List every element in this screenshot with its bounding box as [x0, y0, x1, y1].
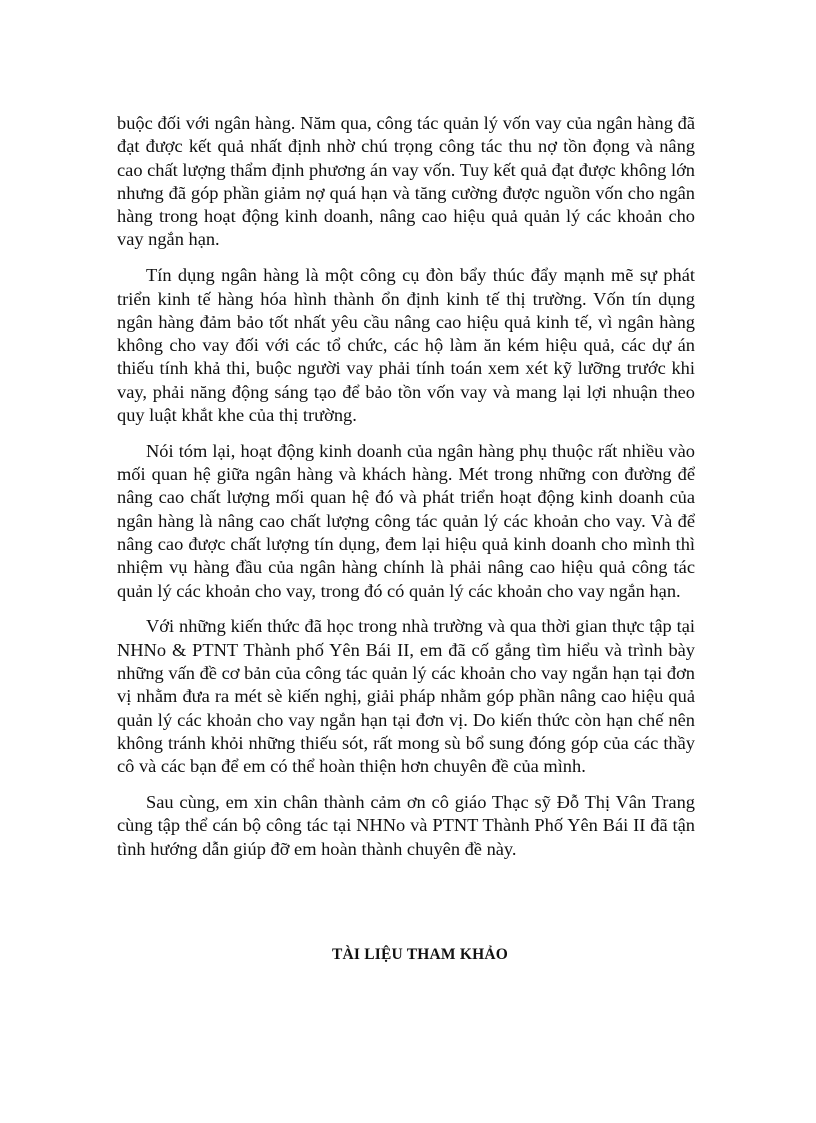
paragraph-3: Nói tóm lại, hoạt động kinh doanh của ngân hàng phụ thuộc rất nhiều vào mối quan hệ giữa ngân hàng và khách hàng. Mét trong những con đường để nâng cao chất lượng mối quan hệ đó và phát triển hoạt động kinh doanh của ngân hàng là nâng cao chất lượng công tác quản lý các khoản cho vay. Và để nâng cao được chất lượng tín dụng, đem lại hiệu quả kinh doanh cho mình thì nhiệm vụ hàng đầu của ngân hàng chính là phải nâng cao hiệu quả công tác quản lý các khoản cho vay, trong đó có quản lý các khoản cho vay ngắn hạn. [117, 440, 695, 601]
paragraph-4: Với những kiến thức đã học trong nhà trường và qua thời gian thực tập tại NHNo & PTNT Thành phố Yên Bái II, em đã cố gắng tìm hiểu và trình bày những vấn đề cơ bản của công tác quản lý các khoản cho vay ngắn hạn tại đơn vị nhằm đưa ra mét sè kiến nghị, giải pháp nhằm góp phần nâng cao hiệu quả quản lý các khoản cho vay ngắn hạn tại đơn vị. Do kiến thức còn hạn chế nên không tránh khỏi những thiếu sót, rất mong sù bổ sung đóng góp của các thầy cô và các bạn để em có thể hoàn thiện hơn chuyên đề của mình. [117, 616, 695, 777]
body-text [117, 112, 695, 873]
paragraph-1: buộc đối với ngân hàng. Năm qua, công tác quản lý vốn vay của ngân hàng đã đạt được kết quả nhất định nhờ chú trọng công tác thu nợ tồn đọng và nâng cao chất lượng thẩm định phương án vay vốn. Tuy kết quả đạt được không lớn nhưng đã góp phần giảm nợ quá hạn và tăng cường được nguồn vốn cho ngân hàng trong hoạt động kinh doanh, nâng cao hiệu quả quản lý các khoản cho vay ngắn hạn. [117, 113, 695, 250]
paragraph-5: Sau cùng, em xin chân thành cảm ơn cô giáo Thạc sỹ Đỗ Thị Vân Trang cùng tập thể cán bộ công tác tại NHNo và PTNT Thành Phố Yên Bái II đã tận tình hướng dẫn giúp đỡ em hoàn thành chuyên đề này. [117, 792, 695, 859]
references-heading: TÀI LIỆU THAM KHẢO [332, 946, 508, 963]
paragraph-2: Tín dụng ngân hàng là một công cụ đòn bẩy thúc đẩy mạnh mẽ sự phát triển kinh tế hàng hóa hình thành ổn định kinh tế thị trường. Vốn tín dụng ngân hàng đảm bảo tốt nhất yêu cầu nâng cao hiệu quả kinh tế, vì ngân hàng không cho vay đối với các tổ chức, các hộ làm ăn kém hiệu quả, các dự án thiếu tính khả thi, buộc người vay phải tính toán xem xét kỹ lưỡng trước khi vay, phải năng động sáng tạo để bảo tồn vốn vay và mang lại lợi nhuận theo quy luật khắt khe của thị trường. [117, 265, 695, 426]
